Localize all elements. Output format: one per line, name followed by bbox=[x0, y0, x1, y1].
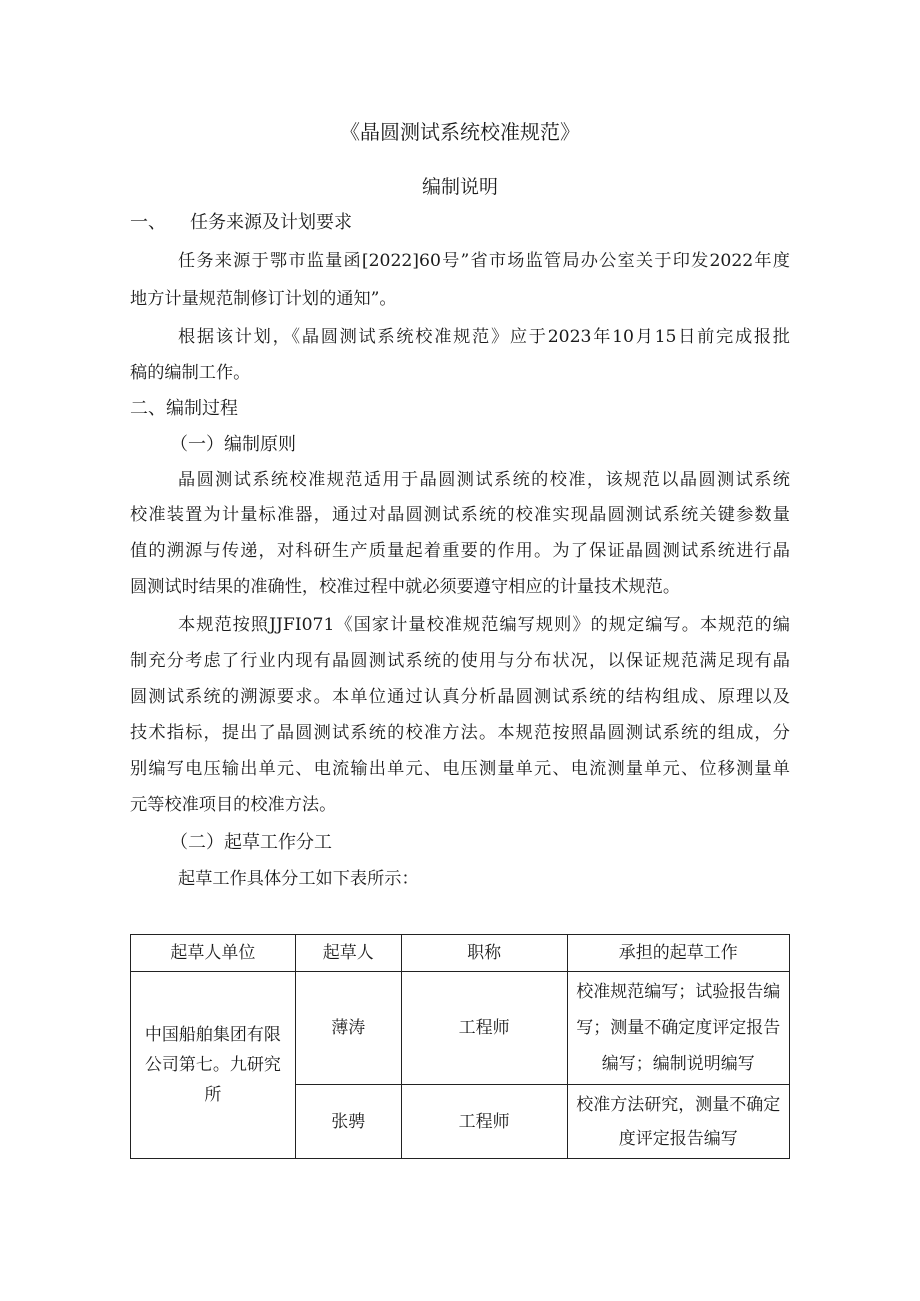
paragraph-line: 地方计量规范制修订计划的通知”。 bbox=[130, 289, 397, 309]
title-cell: 工程师 bbox=[401, 972, 567, 1085]
paragraph-line: 根据该计划，《晶圆测试系统校准规范》应于2023年10月15日前完成报批 bbox=[178, 327, 790, 347]
paragraph-line: 任务来源于鄂市监量函[2022]60号”省市场监管局办公室关于印发2022年度 bbox=[178, 251, 790, 271]
unit-cell: 中国船舶集团有限公司第七。九研究所 bbox=[131, 972, 296, 1159]
paragraph-line: 别编写电压输出单元、电流输出单元、电压测量单元、电流测量单元、位移测量单 bbox=[130, 759, 790, 779]
header-drafter: 起草人 bbox=[295, 935, 401, 972]
section1-heading: 任务来源及计划要求 bbox=[190, 212, 352, 233]
title-cell: 工程师 bbox=[401, 1085, 567, 1159]
subsection1-heading: （一）编制原则 bbox=[170, 434, 296, 455]
paragraph-line: 圆测试系统的溯源要求。本单位通过认真分析晶圆测试系统的结构组成、原理以及 bbox=[130, 687, 790, 707]
paragraph-line: 晶圆测试系统校准规范适用于晶圆测试系统的校准，该规范以晶圆测试系统 bbox=[178, 470, 790, 490]
section1-number: 一、 bbox=[130, 212, 166, 233]
paragraph-line: 制充分考虑了行业内现有晶圆测试系统的使用与分布状况，以保证规范满足现有晶 bbox=[130, 651, 790, 671]
paragraph-line: 值的溯源与传递，对科研生产质量起着重要的作用。为了保证晶圆测试系统进行晶 bbox=[130, 541, 790, 561]
header-work: 承担的起草工作 bbox=[567, 935, 789, 972]
subsection2-heading: （二）起草工作分工 bbox=[170, 832, 332, 853]
table-intro: 起草工作具体分工如下表所示： bbox=[178, 869, 419, 889]
header-unit: 起草人单位 bbox=[131, 935, 296, 972]
paragraph-line: 圆测试时结果的准确性，校准过程中就必须要遵守相应的计量技术规范。 bbox=[130, 577, 681, 597]
drafter-cell: 张骋 bbox=[295, 1085, 401, 1159]
document-title: 《晶圆测试系统校准规范》 bbox=[340, 120, 580, 144]
work-cell: 校准方法研究，测量不确定度评定报告编写 bbox=[567, 1085, 789, 1159]
document-subtitle: 编制说明 bbox=[421, 176, 498, 198]
work-cell: 校准规范编写；试验报告编写；测量不确定度评定报告编写；编制说明编写 bbox=[567, 972, 789, 1085]
paragraph-line: 元等校准项目的校准方法。 bbox=[130, 795, 337, 815]
paragraph-line: 校准装置为计量标准器，通过对晶圆测试系统的校准实现晶圆测试系统关键参数量 bbox=[130, 505, 790, 525]
drafter-cell: 薄涛 bbox=[295, 972, 401, 1085]
paragraph-line: 技术指标，提出了晶圆测试系统的校准方法。本规范按照晶圆测试系统的组成，分 bbox=[130, 723, 790, 743]
table-header-row bbox=[131, 935, 790, 972]
paragraph-line: 本规范按照JJFI071《国家计量校准规范编写规则》的规定编写。本规范的编 bbox=[178, 615, 790, 635]
drafting-table bbox=[130, 934, 790, 1159]
header-title: 职称 bbox=[401, 935, 567, 972]
table-row bbox=[131, 972, 790, 1085]
section2-heading: 二、编制过程 bbox=[130, 398, 238, 419]
paragraph-line: 稿的编制工作。 bbox=[130, 363, 251, 383]
